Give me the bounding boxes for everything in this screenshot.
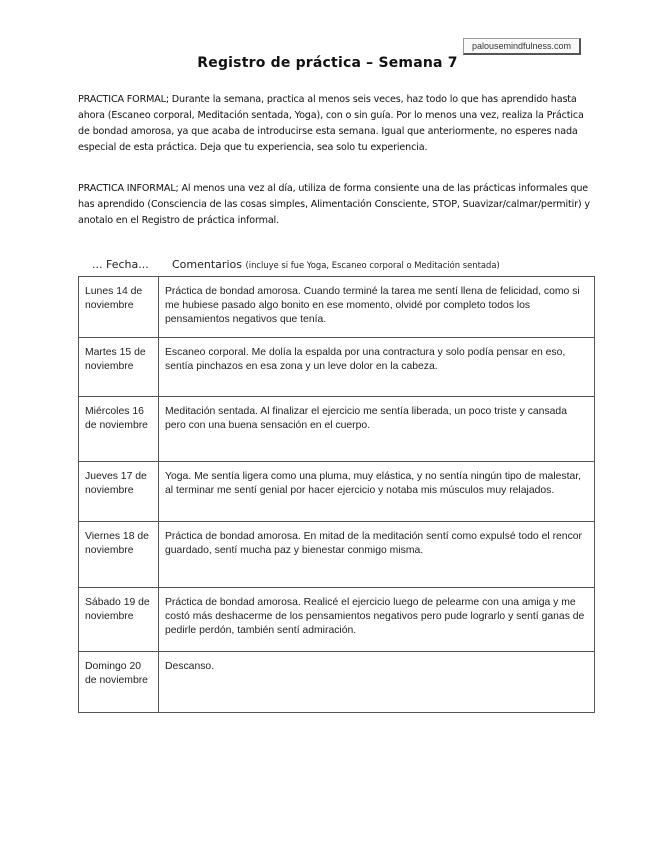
comment-cell: Práctica de bondad amorosa. En mitad de la meditación sentí como expulsé todo el rencor guardado, sentí mucha paz y bienestar conmigo misma. (159, 522, 595, 588)
date-cell: Miércoles 16 de noviembre (79, 397, 159, 462)
table-row (79, 522, 595, 588)
table-row (79, 338, 595, 397)
comments-column-header (172, 258, 500, 271)
comment-cell: Meditación sentada. Al finalizar el ejercicio me sentía liberada, un poco triste y cansada pero con una buena sensación en el cuerpo. (159, 397, 595, 462)
date-column-header: ... Fecha... (92, 258, 149, 271)
table-row (79, 588, 595, 652)
comment-cell: Práctica de bondad amorosa. Cuando terminé la tarea me sentí llena de felicidad, como si me hubiese pasado algo bonito en ese momento, olvidé por completo todos los pensamientos negativos que tenía. (159, 277, 595, 338)
formal-practice-text: PRACTICA FORMAL; Durante la semana, practica al menos seis veces, haz todo lo que has aprendido hasta ahora (Escaneo corporal, Meditación sentada, Yoga), con o sin guía. Por lo menos una vez, realiza la Práctica de bondad amorosa, ya que acaba de introducirse esta semana. Igual que anteriormente, no esperes nada especial de esta práctica. Deja que tu experiencia, sea solo tu experiencia. (78, 94, 584, 153)
informal-practice-text: PRACTICA INFORMAL; Al menos una vez al día, utiliza de forma consiente una de las prácticas informales que has aprendido (Consciencia de las cosas simples, Alimentación Consciente, STOP, Suavizar/calmar/permitir) y anotalo en el Registro de práctica informal. (78, 183, 590, 226)
comments-header-note: (incluye si fue Yoga, Escaneo corporal o Meditación sentada) (245, 260, 500, 270)
page-title: Registro de práctica – Semana 7 (197, 55, 458, 71)
comment-cell: Práctica de bondad amorosa. Realicé el ejercicio luego de pelearme con una amiga y me costó más deshacerme de los pensamientos negativos pero pude lograrlo y sentí ganas de pedirle perdón, también sentí admiración. (159, 588, 595, 652)
date-cell: Lunes 14 de noviembre (79, 277, 159, 338)
comment-cell: Escaneo corporal. Me dolía la espalda por una contractura y solo podía pensar en eso, sentía pinchazos en esa zona y un leve dolor en la cabeza. (159, 338, 595, 397)
comment-cell: Yoga. Me sentía ligera como una pluma, muy elástica, y no sentía ningún tipo de malestar, al terminar me sentí genial por hacer ejercicio y notaba mis músculos muy relajados. (159, 462, 595, 522)
table-row (79, 652, 595, 713)
date-cell: Jueves 17 de noviembre (79, 462, 159, 522)
comments-header-label: Comentarios (172, 258, 242, 271)
table-row (79, 397, 595, 462)
website-badge[interactable]: palousemindfulness.com (463, 38, 581, 55)
table-row (79, 277, 595, 338)
comment-cell: Descanso. (159, 652, 595, 713)
table-row (79, 462, 595, 522)
date-cell: Sábado 19 de noviembre (79, 588, 159, 652)
practice-log-table (78, 276, 595, 713)
date-cell: Viernes 18 de noviembre (79, 522, 159, 588)
date-cell: Domingo 20 de noviembre (79, 652, 159, 713)
date-cell: Martes 15 de noviembre (79, 338, 159, 397)
